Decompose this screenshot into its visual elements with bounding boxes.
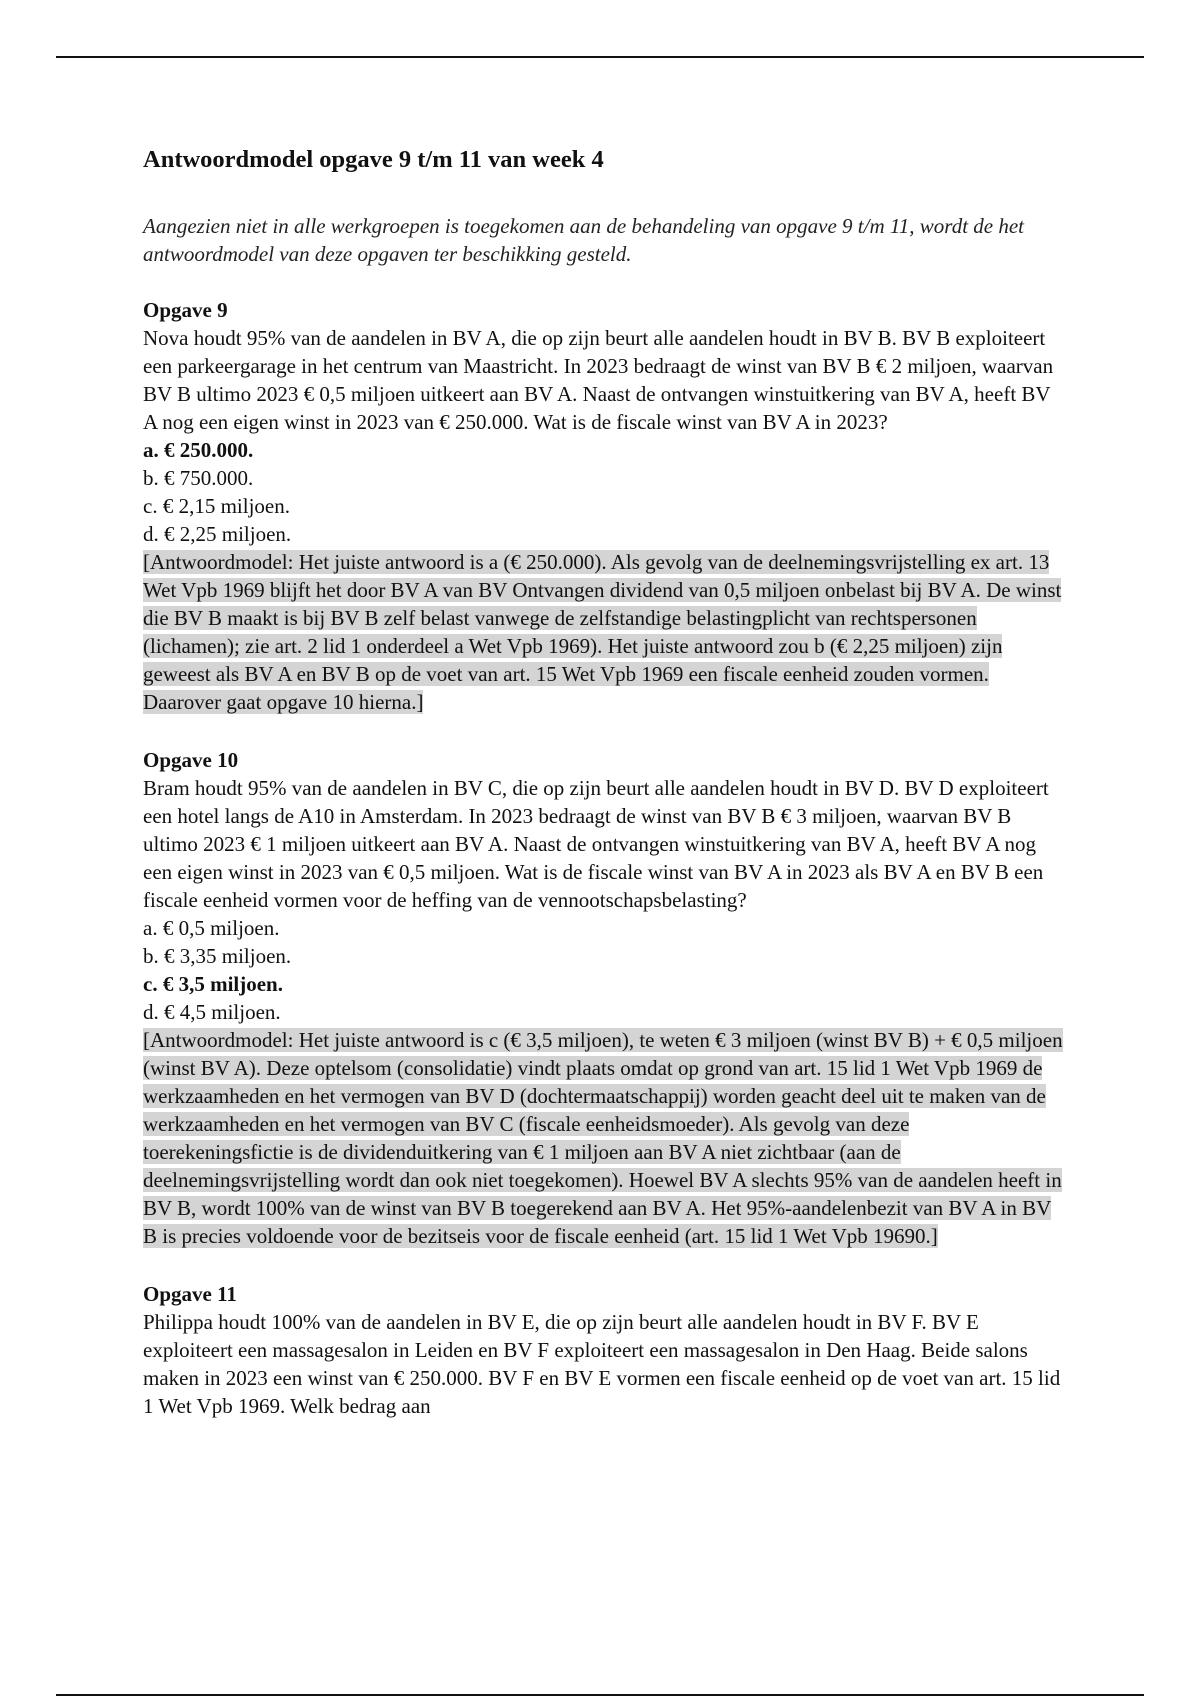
intro-text: Aangezien niet in alle werkgroepen is toegekomen aan de behandeling van opgave 9 t/m 11, wordt de het antwoordmodel van deze opgaven ter beschikking gesteld. [143,213,1025,266]
opgave-10-answer-model [143,1026,1063,1250]
opgave-10-option-a: a. € 0,5 miljoen. [143,915,280,940]
footer-rule [56,1694,1144,1696]
document-title: Antwoordmodel opgave 9 t/m 11 van week 4 [143,146,604,173]
opgave-10-option-d: d. € 4,5 miljoen. [143,999,281,1024]
opgave-11-question: Philippa houdt 100% van de aandelen in BV E, die op zijn beurt alle aandelen houdt in BV F. BV E exploiteert een massagesalon in Leiden en BV F exploiteert een massagesalon in Den Haag. Beide salons maken in 2023 een winst van € 250.000. BV F en BV E vormen een fiscale eenheid op de voet van art. 15 lid 1 Wet Vpb 1969. Welk bedrag aan [143,1309,1061,1418]
opgave-10-option-c: c. € 3,5 miljoen. [143,971,283,996]
opgave-9-answer-text: [Antwoordmodel: Het juiste antwoord is a (€ 250.000). Als gevolg van de deelnemingsvrijstelling ex art. 13 Wet Vpb 1969 blijft het door BV A van BV Ontvangen dividend van 0,5 miljoen onbelast bij BV A. De winst die BV B maakt is bij BV B zelf belast vanwege de zelfstandige belastingplicht van rechtspersonen (lichamen); zie art. 2 lid 1 onderdeel a Wet Vpb 1969). Het juiste antwoord zou b (€ 2,25 miljoen) zijn geweest als BV A en BV B op de voet van art. 15 Wet Vpb 1969 een fiscale eenheid zouden vormen. Daarover gaat opgave 10 hierna.] [143,549,1062,714]
opgave-10-question: Bram houdt 95% van de aandelen in BV C, die op zijn beurt alle aandelen houdt in BV D. BV D exploiteert een hotel langs de A10 in Amsterdam. In 2023 bedraagt de winst van BV B € 3 miljoen, waarvan BV B ultimo 2023 € 1 miljoen uitkeert aan BV A. Naast de ontvangen winstuitkering van BV A, heeft BV A nog een eigen winst in 2023 van € 0,5 miljoen. Wat is de fiscale winst van BV A in 2023 als BV A en BV B een fiscale eenheid vormen voor de heffing van de vennootschapsbelasting? [143,775,1049,912]
opgave-11-title: Opgave 11 [143,1281,237,1306]
opgave-9 [143,296,1063,716]
opgave-9-option-a: a. € 250.000. [143,437,254,462]
opgave-9-title: Opgave 9 [143,297,228,322]
opgave-9-option-c: c. € 2,15 miljoen. [143,493,290,518]
opgave-11 [143,1280,1063,1420]
opgave-10-option-b: b. € 3,35 miljoen. [143,943,292,968]
header-rule [56,56,1144,58]
opgave-10 [143,746,1063,1250]
opgave-9-option-b: b. € 750.000. [143,465,254,490]
opgave-9-option-d: d. € 2,25 miljoen. [143,521,292,546]
opgave-9-answer-model [143,548,1063,716]
opgave-10-title: Opgave 10 [143,747,239,772]
opgave-10-answer-text: [Antwoordmodel: Het juiste antwoord is c (€ 3,5 miljoen), te weten € 3 miljoen (winst BV B) + € 0,5 miljoen (winst BV A). Deze optelsom (consolidatie) vindt plaats omdat op grond van art. 15 lid 1 Wet Vpb 1969 de werkzaamheden en het vermogen van BV D (dochtermaatschappij) worden geacht deel uit te maken van de werkzaamheden en het vermogen van BV C (fiscale eenheidsmoeder). Als gevolg van deze toerekeningsfictie is de dividenduitkering van € 1 miljoen aan BV A niet zichtbaar (aan de deelnemingsvrijstelling wordt dan ook niet toegekomen). Hoewel BV A slechts 95% van de aandelen heeft in BV B, wordt 100% van de winst van BV B toegerekend aan BV A. Het 95%-aandelenbezit van BV A in BV B is precies voldoende voor de bezitseis voor de fiscale eenheid (art. 15 lid 1 Wet Vpb 19690.] [143,1027,1063,1248]
document-body [143,144,1063,1450]
opgave-9-question: Nova houdt 95% van de aandelen in BV A, die op zijn beurt alle aandelen houdt in BV B. BV B exploiteert een parkeergarage in het centrum van Maastricht. In 2023 bedraagt de winst van BV B € 2 miljoen, waarvan BV B ultimo 2023 € 0,5 miljoen uitkeert aan BV A. Naast de ontvangen winstuitkering van BV A, heeft BV A nog een eigen winst in 2023 van € 250.000. Wat is de fiscale winst van BV A in 2023? [143,325,1054,434]
